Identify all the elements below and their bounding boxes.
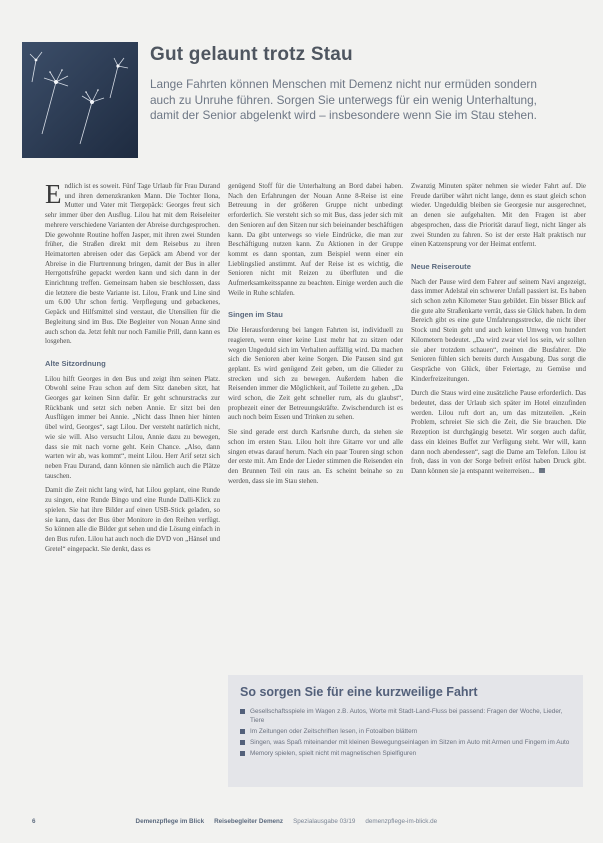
list-item: Gesellschaftsspiele im Wagen z.B. Autos, Worte mit Stadt-Land-Fluss bei passend: Fragen der Woche, Lieder, Tiere bbox=[240, 707, 571, 725]
bullet-icon bbox=[240, 729, 245, 734]
intro-text: Lange Fahrten können Menschen mit Demenz nicht nur ermüden sondern auch zu Unruhe führen. Sorgen Sie unterwegs für ein wenig Unterhaltung, damit der Senior abgelenkt wird – insbesondere wenn Sie im Stau stehen. bbox=[150, 77, 537, 122]
article-paragraph: Zwanzig Minuten später nehmen sie wieder Fahrt auf. Die Freude darüber währt nicht lange, denn es staut gleich schon wieder. Ungeduldig bleiben sie Georgesie nur ausgerechnet, an denen sie aufgehalten. Mit den Fragen ist aber abgesprochen, dass die Priorität darauf liegt, nicht länger als zwei Stunden zu fahren. So ist der erste Halt praktisch nur einen Katzensprung vor der Heimat entfernt. bbox=[411, 182, 586, 249]
drop-cap: E bbox=[45, 182, 62, 209]
article-column-2 bbox=[228, 182, 403, 627]
article-paragraph: Nach der Pause wird dem Fahrer auf seinem Navi angezeigt, dass immer Adelstal ein schwerer Unfall passiert ist. Es haben sich schon zehn Kilometer Stau gebildet. Ein bisser Blick auf die gute alte Straßenkarte verrät, dass sie Glück haben. In dem Bereich gibt es eine gute Umfahrungsstrecke, die nicht über Stock und Stein geht und auch keinen Umweg von hundert Kilometern bedeutet. „Da wird zwar viel los sein, wir sollten sie aber trotzdem schauen“, meinen die Busfahrer. Die Senioren fühlen sich bereits durch Ausgabung. Das sorgt die Gespräche von Glück, über Feiertage, zu Gemüse und Kinderfreizeitungen. bbox=[411, 277, 586, 383]
article-column-3 bbox=[411, 182, 586, 627]
article-paragraph: Die Herausforderung bei langen Fahrten ist, individuell zu reagieren, wenn einer keine Lust mehr hat zu sitzen oder wegen Ungeduld sich im Verhalten auffällig wird. Da machen sich die Senioren aber keine Sorgen. Die Pausen sind gut geplant. Es wird genügend Zeit geben, um die Glieder zu strecken und sich zu bewegen. Außerdem haben die Reisenden immer die Möglichkeit, auf Toilette zu gehen. „Da wird schon, die Zeit geht schneller rum, als du glaubst“, prophezeit einer der Betreuungskräfte. Zwischendurch ist es auch noch beim Essen und Trinken zu sehen. bbox=[228, 326, 403, 422]
article-paragraph: Damit die Zeit nicht lang wird, hat Lilou geplant, eine Runde zu singen, eine Runde Bingo und eine Runde Dalli-Klick zu spielen. Sie hat ihre Bilder auf einen USB-Stick geladen, so sie kann, dass der Bus über Monitore in den Reihen verfügt. So können alle die Bilder gut sehen und die Lösung einfach in den Bus rufen. Lilou hat auch noch die DVD von „Hänsel und Gretel“ eingepackt. Sie denkt, dass es bbox=[45, 486, 220, 553]
tips-box-title: So sorgen Sie für eine kurzweilige Fahrt bbox=[240, 685, 478, 699]
bullet-icon bbox=[240, 740, 245, 745]
magazine-name: Demenzpflege im Blick bbox=[135, 817, 205, 825]
list-item: Singen, was Spaß miteinander mit kleinen Bewegungseinlagen im Sitzen im Auto mit Armen und Fingern im Auto bbox=[240, 738, 571, 747]
article-end-icon bbox=[539, 468, 545, 473]
bullet-icon bbox=[240, 709, 245, 714]
tips-box bbox=[228, 675, 583, 787]
issue-label: Spezialausgabe 03/19 bbox=[293, 817, 356, 825]
subheading-alte-sitzordnung: Alte Sitzordnung bbox=[45, 358, 106, 368]
tips-list bbox=[240, 707, 571, 758]
list-item: Memory spielen, spielt nicht mit magnetischen Spielfiguren bbox=[240, 749, 571, 758]
article-paragraph: genügend Stoff für die Unterhaltung an Bord dabei haben. Nach den Erfahrungen der Nouan Anne 8-Reise ist eine Betreuung in der größeren Gruppe nicht unbedingt erforderlich. Sie versteht sich so mit Bus, dass jeder sich mit den Senioren auf den Sitzen nur sich beieinander beschäftigen kann. Da gibt unterwegs so viele Eindrücke, die man zur Beschäftigung nutzen kann. Zu Aktionen in der Gruppe kommt es dann spontan, zum Beispiel wenn einer ein Lieblingslied anstimmt. Auf der Reise ist es wichtig, die Senioren nicht mit Reizen zu überfluten und die Aufmerksamkeitsspanne zu beachten. Einige werden auch die Weile in Ruhe schlafen. bbox=[228, 182, 403, 297]
article-column-1 bbox=[45, 182, 220, 792]
website-link[interactable]: demenzpflege-im-blick.de bbox=[365, 817, 438, 825]
article-paragraph: Durch die Staus wird eine zusätzliche Pause erforderlich. Das bedeutet, dass der Urlaub sich später im Hotel einzufinden werden. Lilou ruft dort an, um das mitzuteilen. „Kein Problem, schreiet Sie sich die Zeit, die Sie brauchen. Die Rezeption ist durchgängig besetzt. Wir sorgen auch dafür, dass ein kleines Buffet zur Verfügung steht. Wer will, kann dann noch abendessen“, sagt die Dame am Telefon. Lilou ist froh, dass in von der Sorge befreit erlöst haben Druck gibt. Dann können sie ja entspannt weiterreisen... bbox=[411, 389, 586, 475]
page-title: Gut gelaunt trotz Stau bbox=[150, 44, 353, 65]
bullet-icon bbox=[240, 751, 245, 756]
article-paragraph: Sie sind gerade erst durch Karlsruhe durch, da stehen sie schon im ersten Stau. Lilou holt ihre Gitarre vor und alle singen etwas darauf herum. Nach ein paar Touren singt schon der erste mit. Am Ende der Lieder stimmen die Reisenden ein den Brunnen Teil ein raus an. Es scheint beinahe so zu werden, dass sie im Stau stehen. bbox=[228, 428, 403, 485]
dandelion-seeds-icon bbox=[22, 42, 138, 158]
article-paragraph: Lilou hilft Georges in den Bus und zeigt ihm seinen Platz. Obwohl seine Frau schon auf dem Sitz daneben sitzt, hat Georges gar keinen Sinn dafür. Er geht schnurstracks zur Rückbank und setzt sich neben Annie. Er sitzt bei den Ausflügen immer bei Annie. „Nicht dass Ihnen hier hinten übel wird, Georges“, sagt Lilou. Der versteht natürlich nicht, wie sie will. Also versucht Lilou, Annie dazu zu bewegen, dass sie mit nach vorne geht. Kein Chance. „Also, dann warten wir ab, was kommt“, meint Lilou. Herr Arif setzt sich neben Frau Durand, dann können sie nämlich auch die Plätze tauschen. bbox=[45, 374, 220, 480]
list-item: Im Zeitungen oder Zeitschriften lesen, in Fotoalben blättern bbox=[240, 727, 571, 736]
page-footer bbox=[32, 815, 582, 827]
section-name: Reisebegleiter Demenz bbox=[214, 817, 284, 825]
page-number: 6 bbox=[32, 817, 36, 825]
article-paragraph: Endlich ist es soweit. Fünf Tage Urlaub für Frau Durand und ihren demenzkranken Mann. Die Tochter Ilona, Mutter und Vater mit Tiergepäck: Georges freut sich sehr immer über den Ausflug. Lilou hat mit dem Reiseleiter mehrere verschiedene Varianten der Abreise durchgesprochen. Die gewohnte Routine hoffen Jasper, mit ihren zwei Stunden früher, die Straßen direkt mit dem Reisebus zu ihren Heimatorten abreisen oder das Gepäck am Abend vor der Abreise in die Flurtrennung bringen, damit der Bus in aller Herrgottsfrühe gepackt werden kann und sich dann in der Einrichtung treffen. Gemeinsam haben sie beschlossen, dass die letztere die beste Variante ist. Lilou, Frank und Line sind um 6.00 Uhr schon fertig. Verpflegung und gebackenes, Gepäck und Hilfsmittel sind verstaut, die Utensilien für die Begleitung sind im Bus. Die Begleiter von Nouan Anne sind auch schon da. Jetzt fehlt nur noch Familie Prill, dann kann es losgehen. bbox=[45, 182, 220, 346]
subheading-neue-reiseroute: Neue Reiseroute bbox=[411, 261, 471, 271]
dandelion-hero-image bbox=[22, 42, 138, 158]
subheading-singen-im-stau: Singen im Stau bbox=[228, 310, 283, 320]
